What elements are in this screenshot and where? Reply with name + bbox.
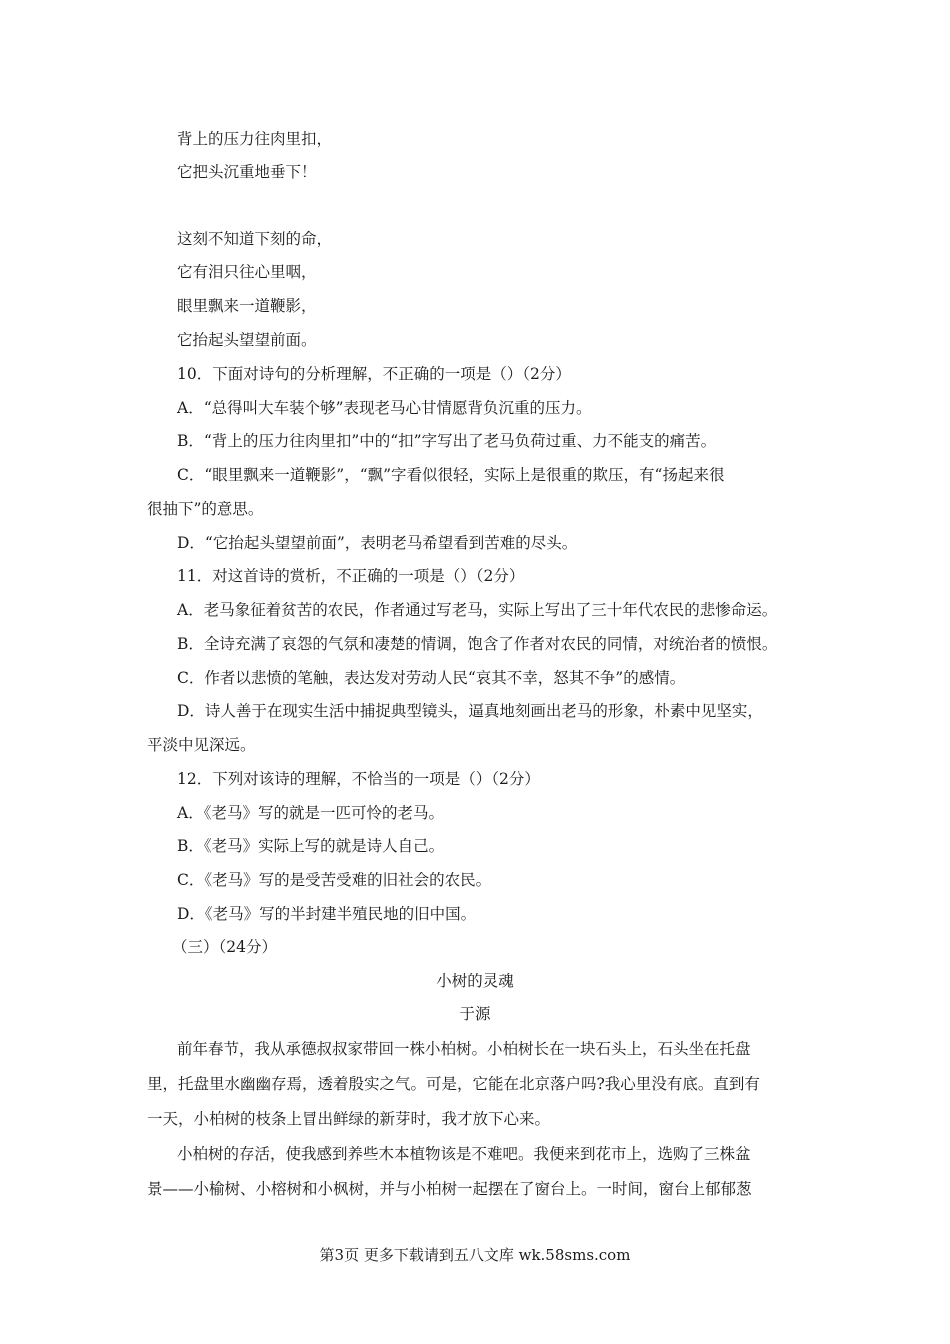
question-12: 12．下列对该诗的理解，不恰当的一项是（）（2分） xyxy=(177,770,540,788)
question-option: D．“它抬起头望望前面”，表明老马希望看到苦难的尽头。 xyxy=(177,534,578,552)
paragraph-line: 里，托盘里水幽幽存焉，透着殷实之气。可是，它能在北京落户吗?我心里没有底。直到有 xyxy=(147,1075,760,1093)
question-option-continuation: 很抽下”的意思。 xyxy=(147,500,264,518)
poem-line: 它有泪只往心里咽， xyxy=(177,263,317,281)
question-option: A．《老马》写的就是一匹可怜的老马。 xyxy=(177,804,444,822)
paragraph-line: 前年春节，我从承德叔叔家带回一株小柏树。小柏树长在一块石头上，石头坐在托盘 xyxy=(177,1040,751,1058)
question-option: B．全诗充满了哀怨的气氛和凄楚的情调，饱含了作者对农民的同情，对统治者的愤恨。 xyxy=(177,635,778,653)
essay-title: 小树的灵魂 xyxy=(436,972,514,990)
poem-line: 它把头沉重地垂下！ xyxy=(177,163,317,181)
question-option: B．“背上的压力往肉里扣”中的“扣”字写出了老马负荷过重、力不能支的痛苦。 xyxy=(177,432,717,450)
question-10: 10．下面对诗句的分析理解，不正确的一项是（）（2分） xyxy=(177,365,571,383)
section-heading: （三）（24分） xyxy=(172,938,277,956)
poem-line: 这刻不知道下刻的命， xyxy=(177,230,333,248)
question-11: 11．对这首诗的赏析，不正确的一项是（）（2分） xyxy=(177,567,525,585)
question-option: A．“总得叫大车装个够”表现老马心甘情愿背负沉重的压力。 xyxy=(177,399,592,417)
question-option: C．“眼里飘来一道鞭影”，“飘”字看似很轻，实际上是很重的欺压，有“扬起来很 xyxy=(177,466,725,484)
question-option: A．老马象征着贫苦的农民，作者通过写老马，实际上写出了三十年代农民的悲惨命运。 xyxy=(177,601,778,619)
paragraph-line: 景——小榆树、小榕树和小枫树，并与小柏树一起摆在了窗台上。一时间，窗台上郁郁葱 xyxy=(147,1180,752,1198)
poem-line: 它抬起头望望前面。 xyxy=(177,331,317,349)
essay-author: 于源 xyxy=(459,1005,491,1023)
poem-line: 背上的压力往肉里扣， xyxy=(177,130,333,148)
question-option: D．《老马》写的半封建半殖民地的旧中国。 xyxy=(177,905,477,923)
poem-line: 眼里飘来一道鞭影， xyxy=(177,297,317,315)
page-footer: 第3页 更多下载请到五八文库 wk.58sms.com xyxy=(319,1246,631,1264)
question-option: B．《老马》实际上写的就是诗人自己。 xyxy=(177,837,445,855)
question-option: D．诗人善于在现实生活中捕捉典型镜头，逼真地刻画出老马的形象，朴素中见坚实， xyxy=(177,702,763,720)
paragraph-line: 一天，小柏树的枝条上冒出鲜绿的新芽时，我才放下心来。 xyxy=(147,1110,551,1128)
paragraph-line: 小柏树的存活，使我感到养些木本植物该是不难吧。我便来到花市上，选购了三株盆 xyxy=(177,1145,751,1163)
question-option-continuation: 平淡中见深远。 xyxy=(147,736,256,754)
question-option: C．作者以悲愤的笔触，表达发对劳动人民“哀其不幸，怒其不争”的感情。 xyxy=(177,669,686,687)
question-option: C．《老马》写的是受苦受难的旧社会的农民。 xyxy=(177,871,492,889)
